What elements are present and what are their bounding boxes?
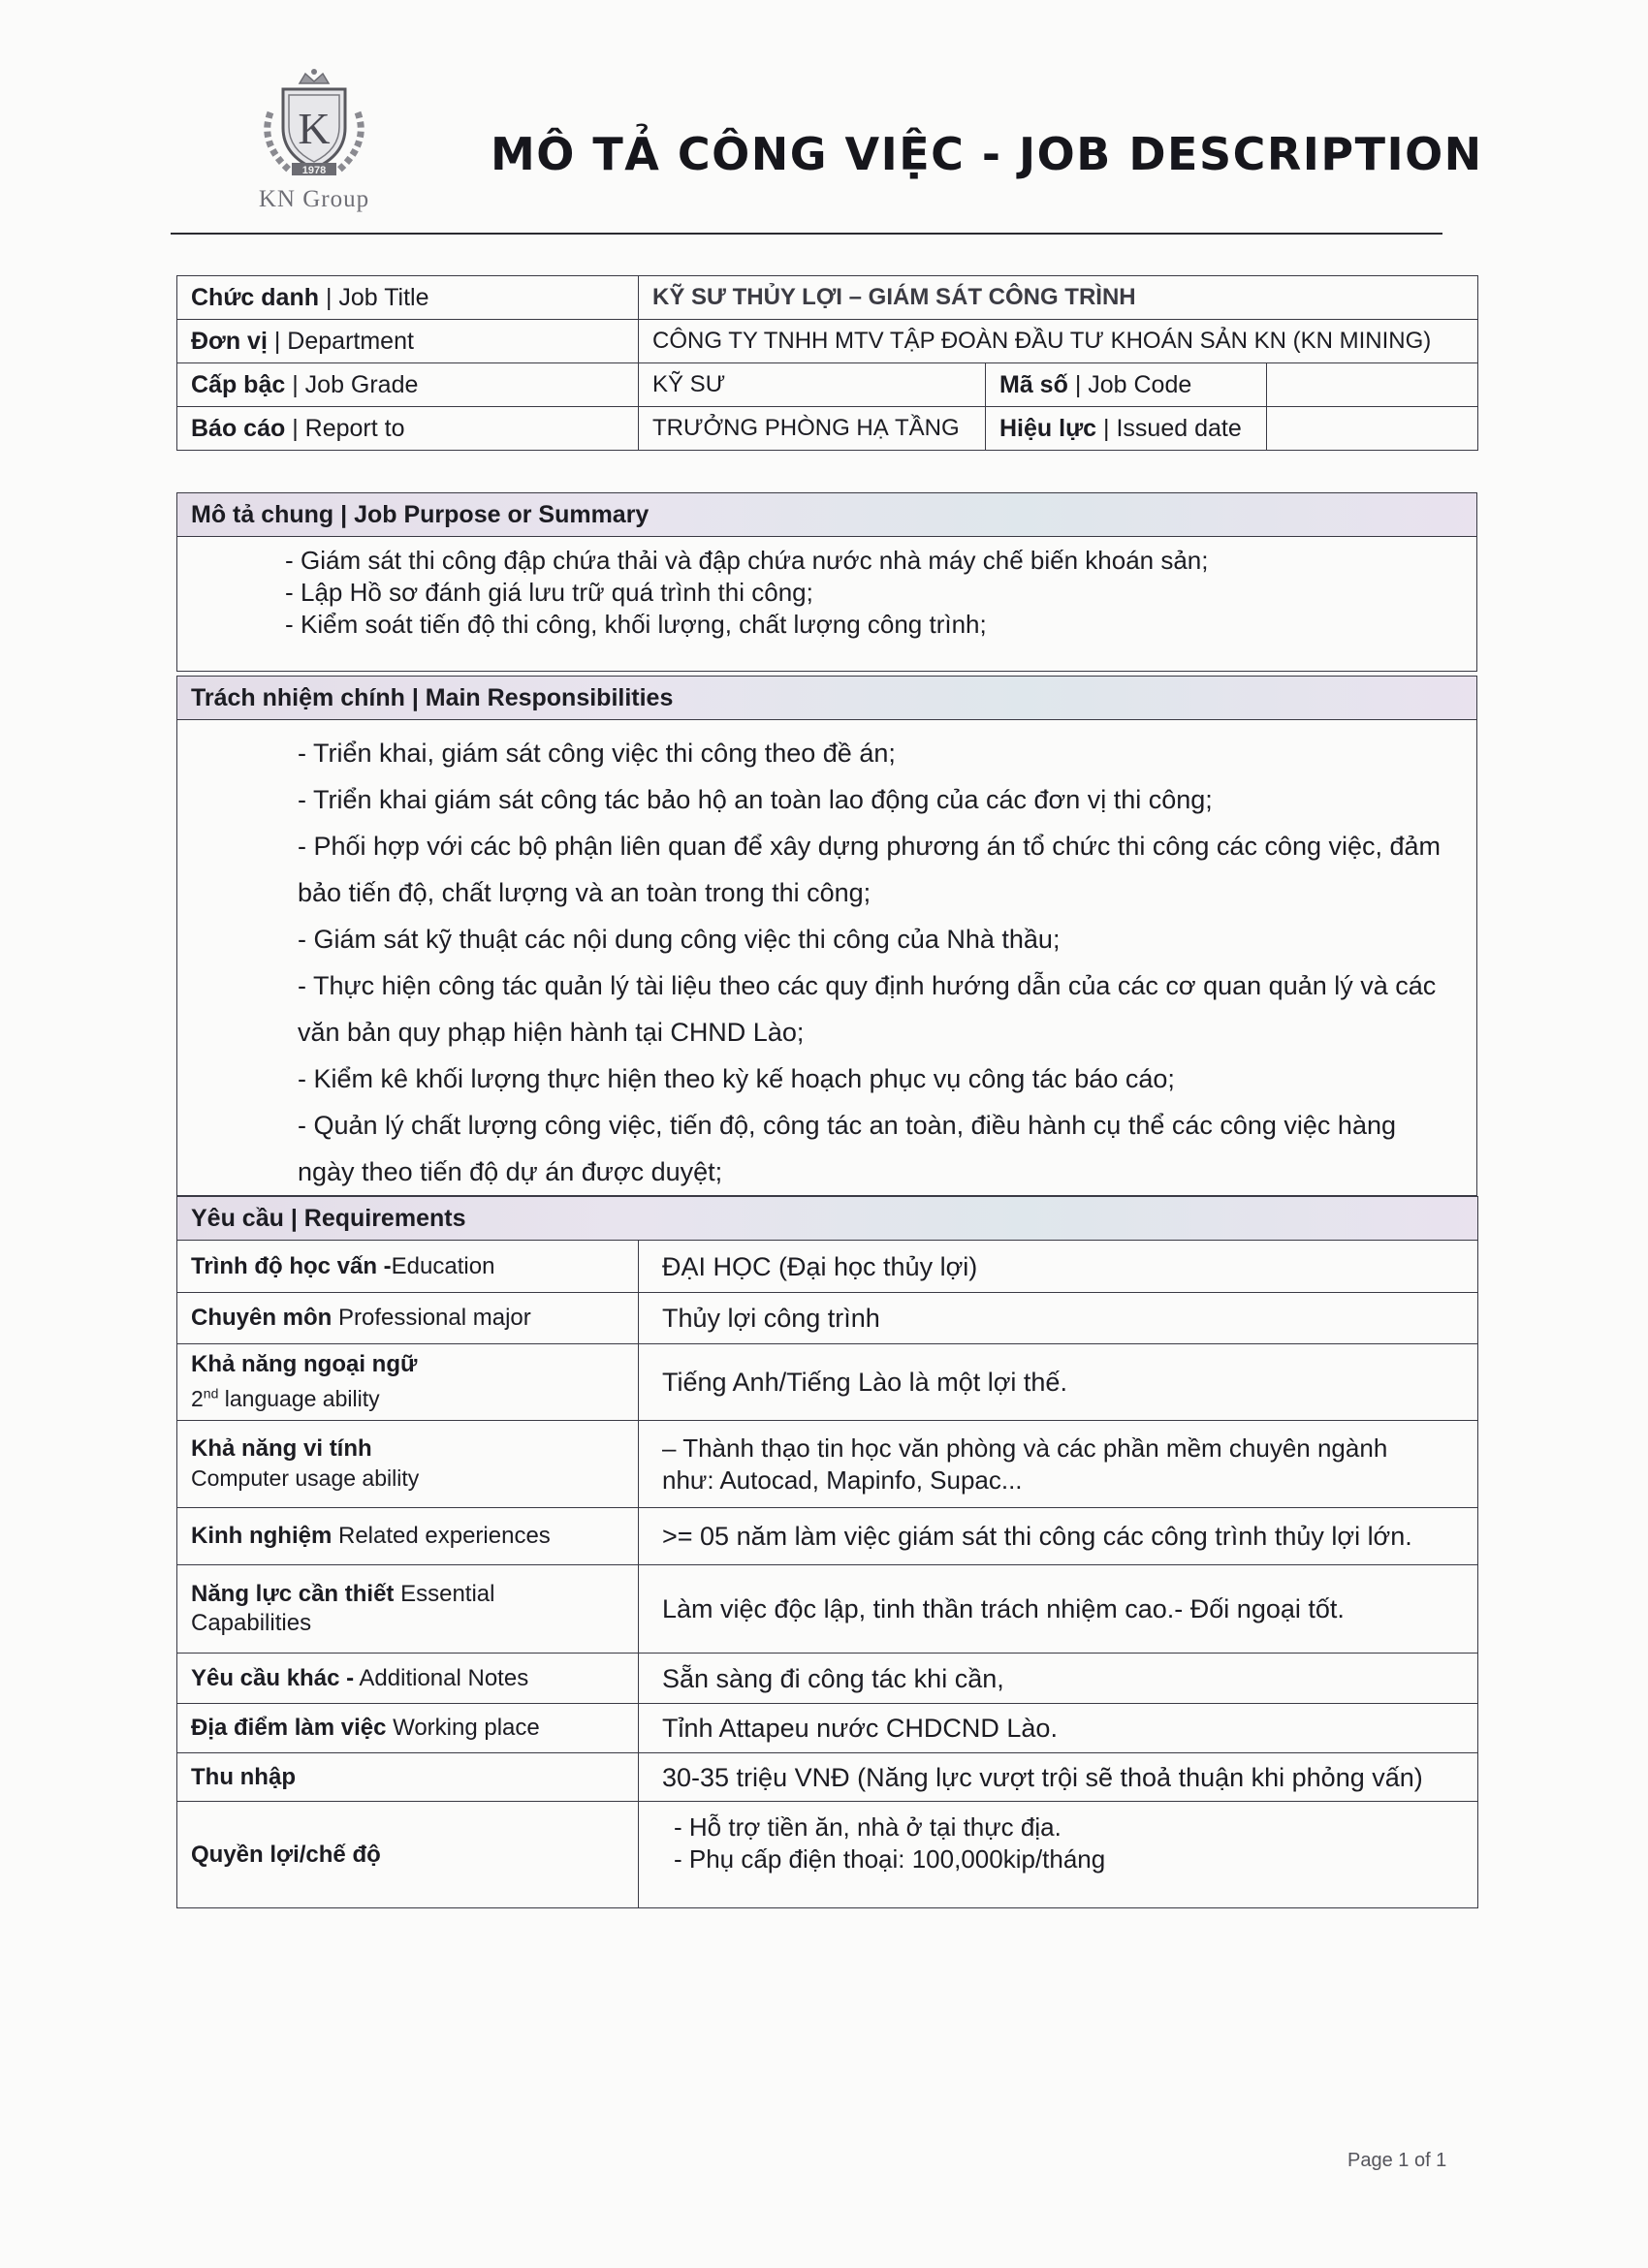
benefits-value	[639, 1802, 1478, 1908]
language-value: Tiếng Anh/Tiếng Lào là một lợi thế.	[639, 1344, 1478, 1421]
experience-label: Kinh nghiệm Related experiences	[177, 1508, 639, 1565]
job-code-value	[1267, 363, 1478, 407]
report-to-row	[177, 407, 1478, 451]
list-item: - Thực hiện công tác quản lý tài liệu theo các quy định hướng dẫn của các cơ quan quản lý và các văn bản quy phạp hiện hành tại CHND Lào;	[298, 971, 1437, 1047]
issued-date-label: Hiệu lực | Issued date	[986, 407, 1267, 451]
job-title-row	[177, 276, 1478, 320]
list-item: - Quản lý chất lượng công việc, tiến độ, công tác an toàn, điều hành cụ thể các công việc hàng ngày theo tiến độ dự án được duyệt;	[298, 1111, 1396, 1186]
education-label: Trình độ học vấn -Education	[177, 1241, 639, 1293]
brand-name: KN Group	[258, 186, 370, 212]
list-item: - Phụ cấp điện thoại: 100,000kip/tháng	[674, 1844, 1106, 1874]
report-to-label: Báo cáo | Report to	[177, 407, 639, 451]
job-grade-value: KỸ SƯ	[639, 363, 986, 407]
department-row	[177, 320, 1478, 363]
svg-text:K: K	[298, 104, 331, 153]
place-value: Tỉnh Attapeu nước CHDCND Lào.	[639, 1704, 1478, 1753]
education-value: ĐẠI HỌC (Đại học thủy lợi)	[639, 1241, 1478, 1293]
education-row	[177, 1241, 1478, 1293]
summary-list	[191, 537, 1463, 641]
language-label: Khả năng ngoại ngữ 2nd language ability	[177, 1344, 639, 1421]
experience-row	[177, 1508, 1478, 1565]
experience-value: >= 05 năm làm việc giám sát thi công các công trình thủy lợi lớn.	[639, 1508, 1478, 1565]
crest-icon	[251, 66, 377, 184]
major-label: Chuyên môn Professional major	[177, 1293, 639, 1344]
income-value: 30-35 triệu VNĐ (Năng lực vượt trội sẽ thoả thuận khi phỏng vấn)	[639, 1753, 1478, 1802]
responsibilities-heading: Trách nhiệm chính | Main Responsibilities	[177, 677, 1477, 720]
responsibilities-list	[191, 720, 1463, 1195]
language-row	[177, 1344, 1478, 1421]
list-item: - Lập Hồ sơ đánh giá lưu trữ quá trình thi công;	[191, 577, 1463, 609]
capabilities-row	[177, 1565, 1478, 1654]
page-title: MÔ TẢ CÔNG VIỆC - JOB DESCRIPTION	[491, 128, 1483, 180]
list-item: - Triển khai, giám sát công việc thi công theo đề án;	[298, 739, 896, 768]
job-grade-row	[177, 363, 1478, 407]
major-value: Thủy lợi công trình	[639, 1293, 1478, 1344]
list-item: - Kiểm soát tiến độ thi công, khối lượng, chất lượng công trình;	[191, 609, 1463, 641]
notes-label: Yêu cầu khác - Additional Notes	[177, 1654, 639, 1704]
report-to-value: TRƯỞNG PHÒNG HẠ TẦNG	[639, 407, 986, 451]
responsibilities-section	[176, 676, 1477, 1196]
computer-value: – Thành thạo tin học văn phòng và các phần mềm chuyên ngành như: Autocad, Mapinfo, Supac...	[639, 1421, 1478, 1508]
requirements-heading: Yêu cầu | Requirements	[177, 1197, 1478, 1241]
list-item: - Triển khai giám sát công tác bảo hộ an toàn lao động của các đơn vị thi công;	[298, 785, 1213, 814]
department-value: CÔNG TY TNHH MTV TẬP ĐOÀN ĐẦU TƯ KHOÁN SẢN KN (KN MINING)	[639, 320, 1478, 363]
job-title-value: KỸ SƯ THỦY LỢI – GIÁM SÁT CÔNG TRÌNH	[639, 276, 1478, 320]
capabilities-value: Làm việc độc lập, tinh thần trách nhiệm cao.- Đối ngoại tốt.	[639, 1565, 1478, 1654]
income-label: Thu nhập	[177, 1753, 639, 1802]
summary-section	[176, 492, 1477, 672]
list-item: - Giám sát thi công đập chứa thải và đập chứa nước nhà máy chế biến khoán sản;	[191, 545, 1463, 577]
place-label: Địa điểm làm việc Working place	[177, 1704, 639, 1753]
page-number: Page 1 of 1	[1347, 2150, 1447, 2171]
major-row	[177, 1293, 1478, 1344]
header-divider	[171, 233, 1442, 235]
svg-text:1978: 1978	[301, 165, 327, 176]
income-row	[177, 1753, 1478, 1802]
list-item: - Giám sát kỹ thuật các nội dung công việc thi công của Nhà thầu;	[298, 925, 1061, 954]
summary-heading: Mô tả chung | Job Purpose or Summary	[177, 493, 1477, 537]
notes-value: Sẵn sàng đi công tác khi cần,	[639, 1654, 1478, 1704]
list-item: - Phối hợp với các bộ phận liên quan để xây dựng phương án tổ chức thi công các công việc, đảm bảo tiến độ, chất lượng và an toàn trong thi công;	[298, 832, 1442, 907]
benefits-row	[177, 1802, 1478, 1908]
department-label: Đơn vị | Department	[177, 320, 639, 363]
computer-label: Khả năng vi tính Computer usage ability	[177, 1421, 639, 1508]
computer-row	[177, 1421, 1478, 1508]
notes-row	[177, 1654, 1478, 1704]
place-row	[177, 1704, 1478, 1753]
job-title-label: Chức danh | Job Title	[177, 276, 639, 320]
capabilities-label: Năng lực cần thiết Essential Capabilities	[177, 1565, 639, 1654]
company-logo	[238, 66, 390, 213]
issued-date-value	[1267, 407, 1478, 451]
job-info-table	[176, 275, 1478, 451]
job-code-label: Mã số | Job Code	[986, 363, 1267, 407]
list-item: - Kiểm kê khối lượng thực hiện theo kỳ kế hoạch phục vụ công tác báo cáo;	[298, 1064, 1175, 1093]
benefits-label: Quyền lợi/chế độ	[177, 1802, 639, 1908]
job-grade-label: Cấp bậc | Job Grade	[177, 363, 639, 407]
list-item: - Hỗ trợ tiền ăn, nhà ở tại thực địa.	[674, 1812, 1062, 1842]
requirements-table	[176, 1196, 1478, 1908]
